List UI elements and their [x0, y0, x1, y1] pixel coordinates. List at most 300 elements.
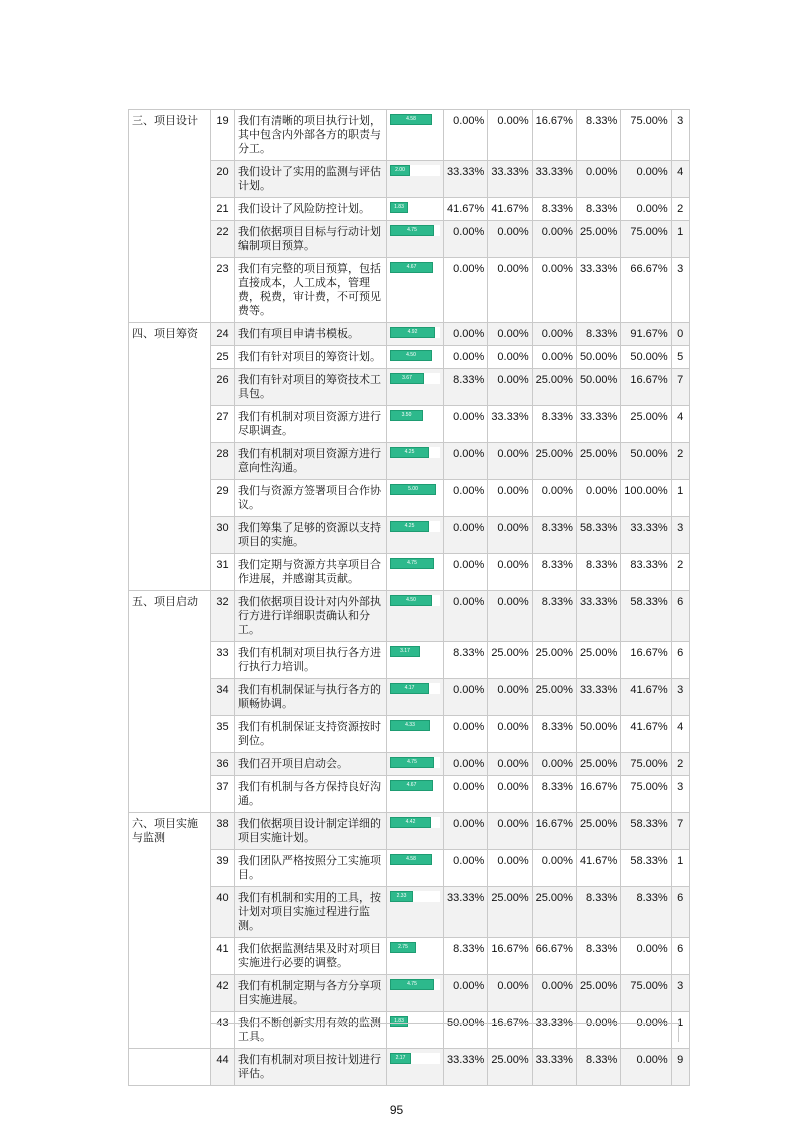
- page-number: 95: [389, 1103, 404, 1117]
- percent-cell: 0.00%: [488, 323, 532, 346]
- score-bar-track: [390, 447, 440, 458]
- item-number: 38: [211, 813, 235, 850]
- percent-cell: 16.67%: [621, 642, 671, 679]
- item-statement: 我们依据项目设计对内外部执行方进行详细职责确认和分工。: [235, 591, 387, 642]
- percent-cell: 50.00%: [576, 369, 620, 406]
- score-bar-track: [390, 720, 440, 731]
- percent-cell: 16.67%: [488, 1012, 532, 1049]
- score-bar-cell: [387, 221, 444, 258]
- score-bar-cell: [387, 591, 444, 642]
- score-bar-track: [390, 225, 440, 236]
- percent-cell: 0.00%: [444, 443, 488, 480]
- score-bar: 2.75: [390, 942, 416, 953]
- count-cell: 6: [671, 642, 689, 679]
- item-statement: 我们设计了风险防控计划。: [235, 198, 387, 221]
- item-number: 37: [211, 776, 235, 813]
- survey-table: [128, 109, 690, 1086]
- percent-cell: 0.00%: [488, 776, 532, 813]
- percent-cell: 0.00%: [532, 258, 576, 323]
- table-row: [129, 554, 690, 591]
- score-bar-cell: [387, 323, 444, 346]
- item-statement: 我们与资源方签署项目合作协议。: [235, 480, 387, 517]
- percent-cell: 16.67%: [621, 369, 671, 406]
- score-bar-cell: [387, 642, 444, 679]
- item-number: 44: [211, 1049, 235, 1086]
- table-row: [129, 198, 690, 221]
- count-cell: 2: [671, 443, 689, 480]
- percent-cell: 0.00%: [488, 850, 532, 887]
- percent-cell: 0.00%: [488, 591, 532, 642]
- percent-cell: 0.00%: [532, 753, 576, 776]
- table-row: [129, 753, 690, 776]
- percent-cell: 50.00%: [621, 443, 671, 480]
- percent-cell: 0.00%: [532, 221, 576, 258]
- percent-cell: 25.00%: [488, 642, 532, 679]
- percent-cell: 91.67%: [621, 323, 671, 346]
- score-bar: 2.00: [390, 165, 410, 176]
- score-bar-cell: [387, 776, 444, 813]
- percent-cell: 0.00%: [576, 161, 620, 198]
- percent-cell: 8.33%: [532, 406, 576, 443]
- table-row: [129, 679, 690, 716]
- count-cell: 1: [671, 1012, 689, 1049]
- survey-table-body: [129, 110, 690, 1086]
- score-bar: 2.33: [390, 891, 413, 902]
- percent-cell: 0.00%: [444, 850, 488, 887]
- item-statement: 我们召开项目启动会。: [235, 753, 387, 776]
- score-bar-track: [390, 817, 440, 828]
- item-statement: 我们团队严格按照分工实施项目。: [235, 850, 387, 887]
- score-bar: 4.58: [390, 854, 432, 865]
- score-bar-cell: [387, 554, 444, 591]
- score-bar-track: [390, 595, 440, 606]
- item-statement: 我们有针对项目的筹资计划。: [235, 346, 387, 369]
- percent-cell: 0.00%: [621, 1012, 671, 1049]
- score-bar-cell: [387, 369, 444, 406]
- percent-cell: 8.33%: [444, 369, 488, 406]
- percent-cell: 0.00%: [444, 753, 488, 776]
- section-title: 六、项目实施与监测: [129, 813, 211, 1049]
- item-number: 32: [211, 591, 235, 642]
- table-row: [129, 110, 690, 161]
- percent-cell: 25.00%: [576, 975, 620, 1012]
- percent-cell: 0.00%: [444, 554, 488, 591]
- item-number: 35: [211, 716, 235, 753]
- item-number: 31: [211, 554, 235, 591]
- percent-cell: 0.00%: [488, 221, 532, 258]
- count-cell: 2: [671, 554, 689, 591]
- score-bar-track: [390, 165, 440, 176]
- percent-cell: 0.00%: [488, 716, 532, 753]
- item-number: 28: [211, 443, 235, 480]
- score-bar-track: [390, 558, 440, 569]
- percent-cell: 58.33%: [576, 517, 620, 554]
- score-bar-track: [390, 410, 440, 421]
- percent-cell: 75.00%: [621, 753, 671, 776]
- score-bar: 4.25: [390, 521, 429, 532]
- percent-cell: 0.00%: [532, 850, 576, 887]
- count-cell: 3: [671, 679, 689, 716]
- score-bar: 4.42: [390, 817, 431, 828]
- count-cell: 0: [671, 323, 689, 346]
- percent-cell: 8.33%: [444, 642, 488, 679]
- item-statement: 我们有机制保证支持资源按时到位。: [235, 716, 387, 753]
- item-number: 22: [211, 221, 235, 258]
- item-number: 30: [211, 517, 235, 554]
- table-row: [129, 716, 690, 753]
- percent-cell: 16.67%: [488, 938, 532, 975]
- score-bar: 4.25: [390, 447, 429, 458]
- percent-cell: 8.33%: [444, 938, 488, 975]
- score-bar-cell: [387, 850, 444, 887]
- section-title: 三、项目设计: [129, 110, 211, 323]
- item-number: 23: [211, 258, 235, 323]
- item-number: 20: [211, 161, 235, 198]
- item-statement: 我们有项目申请书模板。: [235, 323, 387, 346]
- percent-cell: 33.33%: [444, 161, 488, 198]
- score-bar-cell: [387, 443, 444, 480]
- item-statement: 我们有清晰的项目执行计划，其中包含内外部各方的职责与分工。: [235, 110, 387, 161]
- percent-cell: 0.00%: [576, 480, 620, 517]
- score-bar-cell: [387, 887, 444, 938]
- score-bar: 4.67: [390, 780, 433, 791]
- table-row: [129, 591, 690, 642]
- percent-cell: 25.00%: [532, 679, 576, 716]
- percent-cell: 0.00%: [488, 813, 532, 850]
- percent-cell: 16.67%: [532, 813, 576, 850]
- percent-cell: 0.00%: [444, 813, 488, 850]
- item-number: 43: [211, 1012, 235, 1049]
- item-number: 39: [211, 850, 235, 887]
- percent-cell: 0.00%: [621, 198, 671, 221]
- percent-cell: 41.67%: [621, 716, 671, 753]
- score-bar-track: [390, 854, 440, 865]
- table-row: [129, 813, 690, 850]
- percent-cell: 41.67%: [444, 198, 488, 221]
- score-bar: 4.67: [390, 262, 433, 273]
- percent-cell: 83.33%: [621, 554, 671, 591]
- item-statement: 我们设计了实用的监测与评估计划。: [235, 161, 387, 198]
- percent-cell: 0.00%: [444, 679, 488, 716]
- count-cell: 3: [671, 258, 689, 323]
- count-cell: 1: [671, 850, 689, 887]
- percent-cell: 0.00%: [621, 938, 671, 975]
- percent-cell: 8.33%: [576, 554, 620, 591]
- score-bar: 4.50: [390, 350, 432, 361]
- count-cell: 6: [671, 887, 689, 938]
- percent-cell: 0.00%: [444, 221, 488, 258]
- percent-cell: 8.33%: [621, 887, 671, 938]
- score-bar: 3.50: [390, 410, 423, 421]
- score-bar-track: [390, 891, 440, 902]
- percent-cell: 0.00%: [488, 975, 532, 1012]
- percent-cell: 0.00%: [444, 406, 488, 443]
- percent-cell: 8.33%: [576, 323, 620, 346]
- percent-cell: 0.00%: [444, 776, 488, 813]
- score-bar: 4.33: [390, 720, 430, 731]
- score-bar-cell: [387, 110, 444, 161]
- score-bar-track: [390, 1053, 440, 1064]
- percent-cell: 41.67%: [576, 850, 620, 887]
- count-cell: 6: [671, 591, 689, 642]
- percent-cell: 16.67%: [576, 776, 620, 813]
- table-row: [129, 642, 690, 679]
- score-bar-track: [390, 780, 440, 791]
- percent-cell: 0.00%: [532, 346, 576, 369]
- item-statement: 我们有机制对项目按计划进行评估。: [235, 1049, 387, 1086]
- score-bar-track: [390, 757, 440, 768]
- table-row: [129, 443, 690, 480]
- percent-cell: 33.33%: [576, 258, 620, 323]
- score-bar: 1.83: [390, 202, 408, 213]
- table-row: [129, 369, 690, 406]
- percent-cell: 66.67%: [532, 938, 576, 975]
- table-row: [129, 161, 690, 198]
- percent-cell: 25.00%: [576, 753, 620, 776]
- percent-cell: 8.33%: [532, 591, 576, 642]
- item-number: 29: [211, 480, 235, 517]
- score-bar-cell: [387, 258, 444, 323]
- percent-cell: 25.00%: [576, 813, 620, 850]
- score-bar: 4.75: [390, 979, 434, 990]
- score-bar-track: [390, 646, 440, 657]
- percent-cell: 50.00%: [576, 716, 620, 753]
- score-bar-cell: [387, 679, 444, 716]
- percent-cell: 0.00%: [444, 258, 488, 323]
- score-bar-track: [390, 202, 440, 213]
- percent-cell: 0.00%: [488, 480, 532, 517]
- item-statement: 我们有机制和实用的工具，按计划对项目实施过程进行监测。: [235, 887, 387, 938]
- section-title: [129, 1049, 211, 1086]
- percent-cell: 41.67%: [621, 679, 671, 716]
- percent-cell: 0.00%: [488, 258, 532, 323]
- score-bar-cell: [387, 517, 444, 554]
- percent-cell: 25.00%: [576, 642, 620, 679]
- score-bar-cell: [387, 480, 444, 517]
- percent-cell: 25.00%: [621, 406, 671, 443]
- score-bar: 3.67: [390, 373, 424, 384]
- percent-cell: 8.33%: [576, 887, 620, 938]
- percent-cell: 33.33%: [621, 517, 671, 554]
- count-cell: 1: [671, 221, 689, 258]
- count-cell: 9: [671, 1049, 689, 1086]
- percent-cell: 75.00%: [621, 975, 671, 1012]
- score-bar-track: [390, 484, 440, 495]
- score-bar-cell: [387, 975, 444, 1012]
- percent-cell: 0.00%: [444, 480, 488, 517]
- percent-cell: 0.00%: [621, 1049, 671, 1086]
- score-bar-cell: [387, 346, 444, 369]
- item-statement: 我们有机制对项目资源方进行意向性沟通。: [235, 443, 387, 480]
- percent-cell: 8.33%: [532, 554, 576, 591]
- item-number: 26: [211, 369, 235, 406]
- percent-cell: 25.00%: [532, 642, 576, 679]
- score-bar-track: [390, 350, 440, 361]
- item-statement: 我们有机制定期与各方分享项目实施进展。: [235, 975, 387, 1012]
- score-bar-track: [390, 683, 440, 694]
- count-cell: 1: [671, 480, 689, 517]
- percent-cell: 75.00%: [621, 221, 671, 258]
- table-row: [129, 258, 690, 323]
- item-number: 21: [211, 198, 235, 221]
- percent-cell: 25.00%: [488, 1049, 532, 1086]
- percent-cell: 0.00%: [488, 369, 532, 406]
- score-bar: 3.17: [390, 646, 420, 657]
- percent-cell: 58.33%: [621, 850, 671, 887]
- percent-cell: 0.00%: [621, 161, 671, 198]
- item-statement: 我们有机制对项目资源方进行尽职调查。: [235, 406, 387, 443]
- score-bar: 4.50: [390, 595, 432, 606]
- percent-cell: 33.33%: [576, 679, 620, 716]
- percent-cell: 0.00%: [488, 554, 532, 591]
- percent-cell: 33.33%: [488, 406, 532, 443]
- score-bar-cell: [387, 938, 444, 975]
- count-cell: 2: [671, 753, 689, 776]
- score-bar-track: [390, 942, 440, 953]
- percent-cell: 0.00%: [488, 753, 532, 776]
- count-cell: 6: [671, 938, 689, 975]
- score-bar: 4.92: [390, 327, 435, 338]
- percent-cell: 16.67%: [532, 110, 576, 161]
- item-number: 25: [211, 346, 235, 369]
- table-row: [129, 323, 690, 346]
- percent-cell: 33.33%: [532, 1012, 576, 1049]
- count-cell: 3: [671, 975, 689, 1012]
- table-row: [129, 517, 690, 554]
- percent-cell: 25.00%: [576, 443, 620, 480]
- percent-cell: 75.00%: [621, 110, 671, 161]
- percent-cell: 50.00%: [444, 1012, 488, 1049]
- score-bar-cell: [387, 406, 444, 443]
- percent-cell: 0.00%: [444, 716, 488, 753]
- percent-cell: 25.00%: [576, 221, 620, 258]
- percent-cell: 58.33%: [621, 813, 671, 850]
- percent-cell: 0.00%: [444, 975, 488, 1012]
- percent-cell: 0.00%: [488, 679, 532, 716]
- percent-cell: 100.00%: [621, 480, 671, 517]
- table-row: [129, 221, 690, 258]
- item-statement: 我们依据项目设计制定详细的项目实施计划。: [235, 813, 387, 850]
- section-title: 四、项目筹资: [129, 323, 211, 591]
- percent-cell: 0.00%: [488, 517, 532, 554]
- score-bar-cell: [387, 198, 444, 221]
- item-statement: 我们不断创新实用有效的监测工具。: [235, 1012, 387, 1049]
- percent-cell: 8.33%: [576, 1049, 620, 1086]
- score-bar-cell: [387, 161, 444, 198]
- score-bar-track: [390, 327, 440, 338]
- percent-cell: 75.00%: [621, 776, 671, 813]
- table-row: [129, 1049, 690, 1086]
- score-bar: 4.75: [390, 558, 434, 569]
- percent-cell: 33.33%: [444, 1049, 488, 1086]
- percent-cell: 0.00%: [488, 443, 532, 480]
- item-number: 27: [211, 406, 235, 443]
- item-number: 19: [211, 110, 235, 161]
- percent-cell: 8.33%: [576, 198, 620, 221]
- score-bar: 2.17: [390, 1053, 411, 1064]
- item-number: 40: [211, 887, 235, 938]
- score-bar-track: [390, 114, 440, 125]
- score-bar: 4.75: [390, 225, 434, 236]
- count-cell: 7: [671, 813, 689, 850]
- count-cell: 3: [671, 776, 689, 813]
- percent-cell: 25.00%: [488, 887, 532, 938]
- score-bar: 1.83: [390, 1016, 408, 1027]
- percent-cell: 0.00%: [444, 517, 488, 554]
- item-statement: 我们依据监测结果及时对项目实施进行必要的调整。: [235, 938, 387, 975]
- item-statement: 我们有完整的项目预算，包括直接成本，人工成本，管理费，税费，审计费，不可预见费等。: [235, 258, 387, 323]
- count-cell: 4: [671, 406, 689, 443]
- percent-cell: 0.00%: [576, 1012, 620, 1049]
- section-title: 五、项目启动: [129, 591, 211, 813]
- item-number: 36: [211, 753, 235, 776]
- item-statement: 我们依据项目目标与行动计划编制项目预算。: [235, 221, 387, 258]
- count-cell: 5: [671, 346, 689, 369]
- percent-cell: 33.33%: [576, 591, 620, 642]
- count-cell: 7: [671, 369, 689, 406]
- percent-cell: 0.00%: [488, 346, 532, 369]
- score-bar: 5.00: [390, 484, 436, 495]
- table-row: [129, 975, 690, 1012]
- table-row: [129, 346, 690, 369]
- percent-cell: 8.33%: [576, 110, 620, 161]
- item-number: 34: [211, 679, 235, 716]
- count-cell: 2: [671, 198, 689, 221]
- item-statement: 我们筹集了足够的资源以支持项目的实施。: [235, 517, 387, 554]
- percent-cell: 41.67%: [488, 198, 532, 221]
- percent-cell: 0.00%: [488, 110, 532, 161]
- table-row: [129, 406, 690, 443]
- score-bar: 4.58: [390, 114, 432, 125]
- percent-cell: 66.67%: [621, 258, 671, 323]
- percent-cell: 25.00%: [532, 443, 576, 480]
- percent-cell: 33.33%: [488, 161, 532, 198]
- percent-cell: 0.00%: [532, 975, 576, 1012]
- item-statement: 我们有机制保证与执行各方的顺畅协调。: [235, 679, 387, 716]
- percent-cell: 0.00%: [532, 323, 576, 346]
- score-bar-track: [390, 979, 440, 990]
- percent-cell: 8.33%: [532, 776, 576, 813]
- percent-cell: 8.33%: [532, 198, 576, 221]
- percent-cell: 33.33%: [532, 161, 576, 198]
- score-bar-cell: [387, 1049, 444, 1086]
- score-bar-cell: [387, 716, 444, 753]
- percent-cell: 0.00%: [444, 591, 488, 642]
- table-continuation: [210, 1023, 679, 1042]
- table-row: [129, 850, 690, 887]
- count-cell: 3: [671, 517, 689, 554]
- score-bar-track: [390, 521, 440, 532]
- score-bar-cell: [387, 813, 444, 850]
- item-statement: 我们定期与资源方共享项目合作进展，并感谢其贡献。: [235, 554, 387, 591]
- score-bar-cell: [387, 753, 444, 776]
- percent-cell: 8.33%: [532, 716, 576, 753]
- count-cell: 4: [671, 716, 689, 753]
- percent-cell: 50.00%: [621, 346, 671, 369]
- item-statement: 我们有机制与各方保持良好沟通。: [235, 776, 387, 813]
- score-bar: 4.75: [390, 757, 434, 768]
- count-cell: 3: [671, 110, 689, 161]
- score-bar-track: [390, 373, 440, 384]
- table-row: [129, 776, 690, 813]
- percent-cell: 0.00%: [444, 110, 488, 161]
- table-row: [129, 887, 690, 938]
- count-cell: 4: [671, 161, 689, 198]
- percent-cell: 50.00%: [576, 346, 620, 369]
- item-number: 33: [211, 642, 235, 679]
- percent-cell: 25.00%: [532, 369, 576, 406]
- percent-cell: 0.00%: [532, 480, 576, 517]
